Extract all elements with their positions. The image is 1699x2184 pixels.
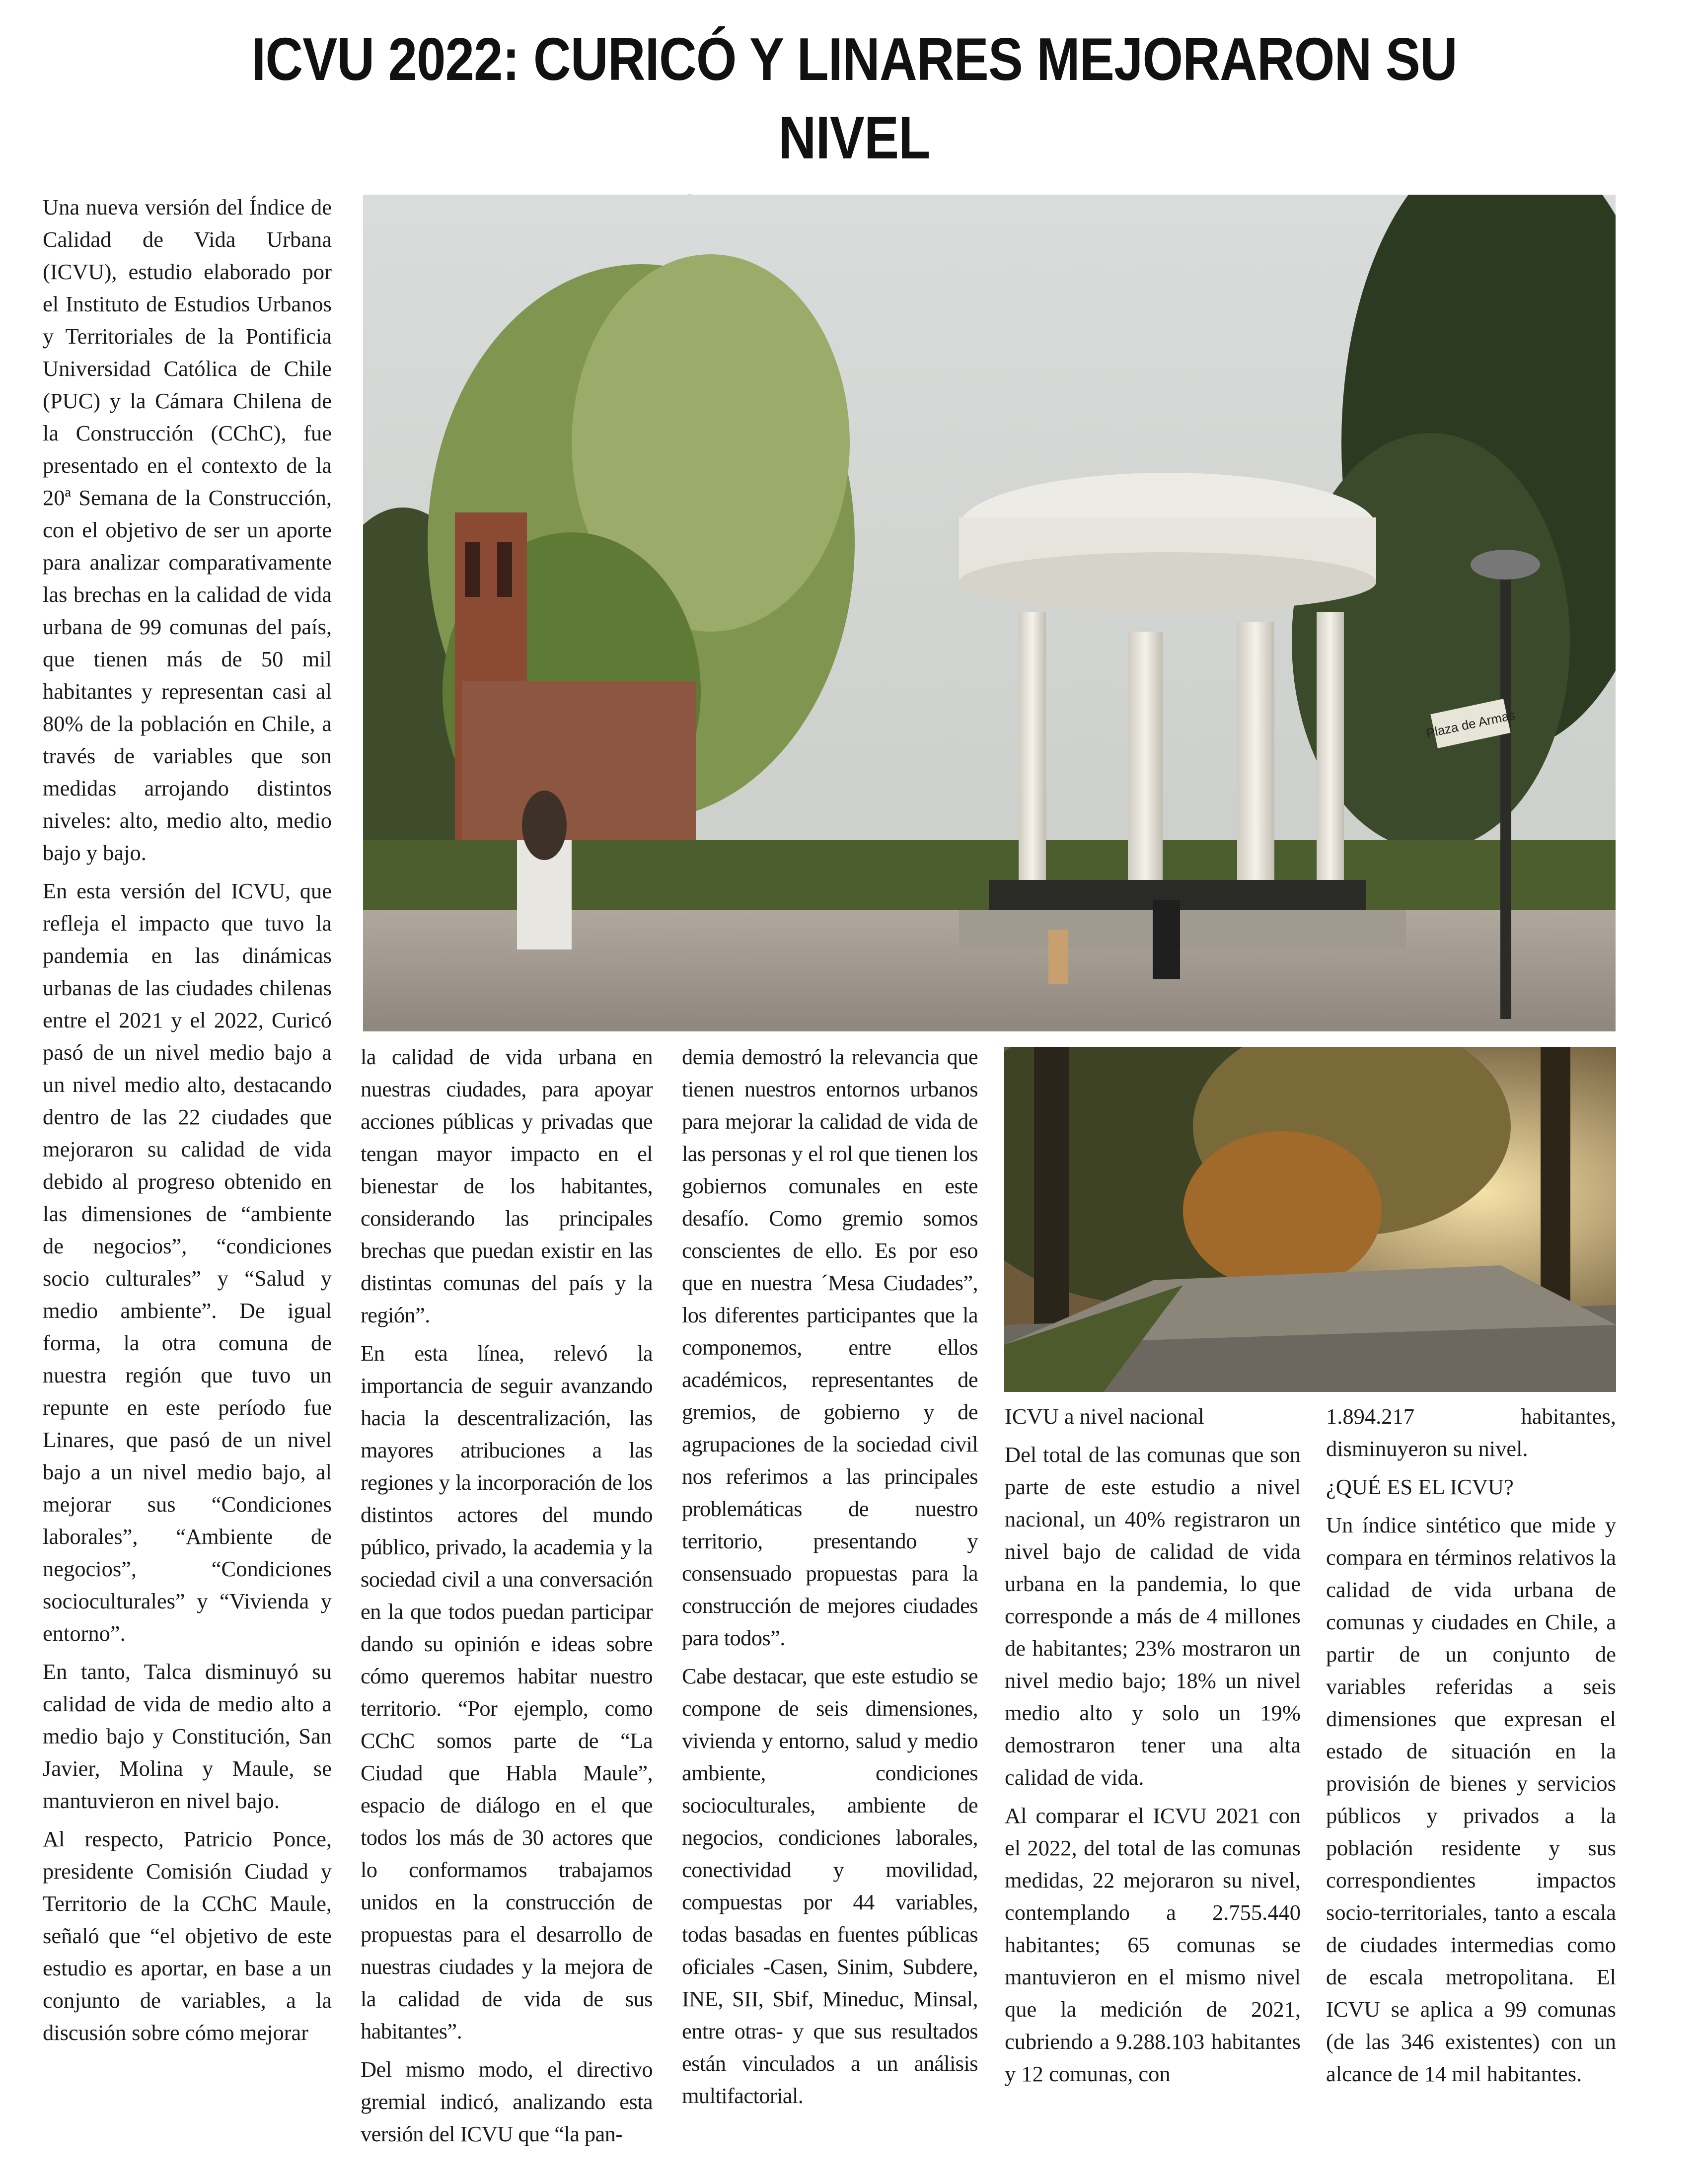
paragraph: Al comparar el ICVU 2021 con el 2022, del total de las comunas medidas, 22 mejoraron su nivel, contemplando a 2.755.440 habitantes; 65 comunas se mantuvieron en el mismo nivel que la medición de 2021, cubriendo a 9.288.103 habitantes y 12 comunas, con: [1005, 1803, 1301, 2086]
paragraph: Al respecto, Patricio Ponce, presidente Comisión Ciudad y Territorio de la CChC Maule, señaló que “el objetivo de este estudio es aportar, en base a un conjunto de variables, a la discusión sobre cómo mejorar: [43, 1826, 332, 2045]
section-subheading: ICVU a nivel nacional: [1005, 1404, 1204, 1429]
paragraph: Cabe destacar, que este estudio se compone de seis dimensiones, vivienda y entorno, salud y medio ambiente, condiciones socioculturales, ambiente de negocios, condiciones laborales, conectividad y movilidad, compuestas por 44 variables, todas basadas en fuentes públicas oficiales -Casen, Sinim, Subdere, INE, SII, Sbif, Mineduc, Minsal, entre otras- y que sus resultados están vinculados a un análisis multifactorial.: [682, 1664, 978, 2108]
article-column-4: [1005, 1400, 1301, 2096]
paragraph: Una nueva versión del Índice de Calidad de Vida Urbana (ICVU), estudio elaborado por el Instituto de Estudios Urbanos y Territoriales de la Pontificia Universidad Católica de Chile (PUC) y la Cámara Chilena de la Construcción (CChC), fue presentado en el contexto de la 20ª Semana de la Construcción, con el objetivo de ser un aporte para analizar comparativamente las brechas en la calidad de vida urbana de 99 comunas del país, que tienen más de 50 mil habitantes y representan casi al 80% de la población en Chile, a través de variables que son medidas arrojando distintos niveles: alto, medio alto, medio bajo y bajo.: [43, 195, 332, 865]
paragraph: la calidad de vida urbana en nuestras ciudades, para apoyar acciones públicas y privadas que tengan mayor impacto en el bienestar de los habitantes, considerando las principales brechas que puedan existir en las distintas comunas del país y la región”.: [361, 1044, 653, 1327]
paragraph: demia demostró la relevancia que tienen nuestros entornos urbanos para mejorar la calidad de vida de las personas y el rol que tienen los gobiernos comunales en este desafío. Como gremio somos conscientes de ello. Es por eso que en nuestra ´Mesa Ciudades”, los diferentes participantes que la componemos, entre ellos académicos, representantes de gremios, de gobierno y de agrupaciones de la sociedad civil nos referimos a las principales problemáticas de nuestro territorio, presentando y consensuado propuestas para la construcción de mejores ciudades para todos”.: [682, 1044, 978, 1650]
article-column-1: [43, 191, 332, 2055]
paragraph: Un índice sintético que mide y compara en términos relativos la calidad de vida urbana de comunas y ciudades en Chile, a partir de un conjunto de variables referidas a seis dimensiones que expresan el estado de situación en la provisión de bienes y servicios públicos y privados a la población residente y sus correspondientes impactos socio-territoriales, tanto a escala de ciudades intermedias como de escala metropolitana. El ICVU se aplica a 99 comunas (de las 346 existentes) con un alcance de 14 mil habitantes.: [1326, 1513, 1616, 2086]
article-column-5: [1326, 1400, 1616, 2096]
paragraph: Del total de las comunas que son parte de este estudio a nivel nacional, un 40% registraron un nivel bajo de calidad de vida urbana en la pandemia, lo que corresponde a más de 4 millones de habitantes; 23% mostraron un nivel medio bajo; 18% un nivel medio alto y solo un 19% demostraron tener una alta calidad de vida.: [1005, 1442, 1301, 1790]
paragraph: En esta versión del ICVU, que refleja el impacto que tuvo la pandemia en las dinámicas urbanas de las ciudades chilenas entre el 2021 y el 2022, Curicó pasó de un nivel medio bajo a un nivel medio alto, destacando dentro de las 22 ciudades que mejoraron su calidad de vida debido al progreso obtenido en las dimensiones de “ambiente de negocios”, “condiciones socio culturales” y “Salud y medio ambiente”. De igual forma, la otra comuna de nuestra región que tuvo un repunte en este período fue Linares, que pasó de un nivel bajo a un nivel medio bajo, al mejorar sus “Condiciones laborales”, “Ambiente de negocios”, “Condiciones socioculturales” y “Vivienda y entorno”.: [43, 878, 332, 1646]
plaza-gazebo-photo: [363, 195, 1616, 1031]
park-path-photo: [1004, 1047, 1616, 1392]
headline-line-1: ICVU 2022: CURICÓ Y LINARES MEJORARON SU NIVEL: [251, 25, 1457, 171]
paragraph: Del mismo modo, el directivo gremial indicó, analizando esta versión del ICVU que “la pan-: [361, 2057, 653, 2146]
article-column-2: [361, 1041, 653, 2156]
plaza-de-armas-sign: Plaza de Armas: [1425, 707, 1517, 741]
paragraph: En esta línea, relevó la importancia de seguir avanzando hacia la descentralización, las mayores atribuciones a las regiones y la incorporación de los distintos actores del mundo público, privado, la academia y la sociedad civil a una conversación en la que todos puedan participar dando su opinión e ideas sobre cómo queremos habitar nuestro territorio. “Por ejemplo, como CChC somos parte de “La Ciudad que Habla Maule”, espacio de diálogo en el que todos los más de 30 actores que lo conformamos trabajamos unidos en la construcción de propuestas para el desarrollo de nuestras ciudades y la mejora de la calidad de vida de sus habitantes”.: [361, 1341, 653, 2043]
paragraph: En tanto, Talca disminuyó su calidad de vida de medio alto a medio bajo y Constitución, San Javier, Molina y Maule, se mantuvieron en nivel bajo.: [43, 1659, 332, 1813]
paragraph: 1.894.217 habitantes, disminuyeron su nivel.: [1326, 1404, 1616, 1461]
section-subheading: ¿QUÉ ES EL ICVU?: [1326, 1474, 1514, 1499]
article-column-3: [682, 1041, 978, 2118]
